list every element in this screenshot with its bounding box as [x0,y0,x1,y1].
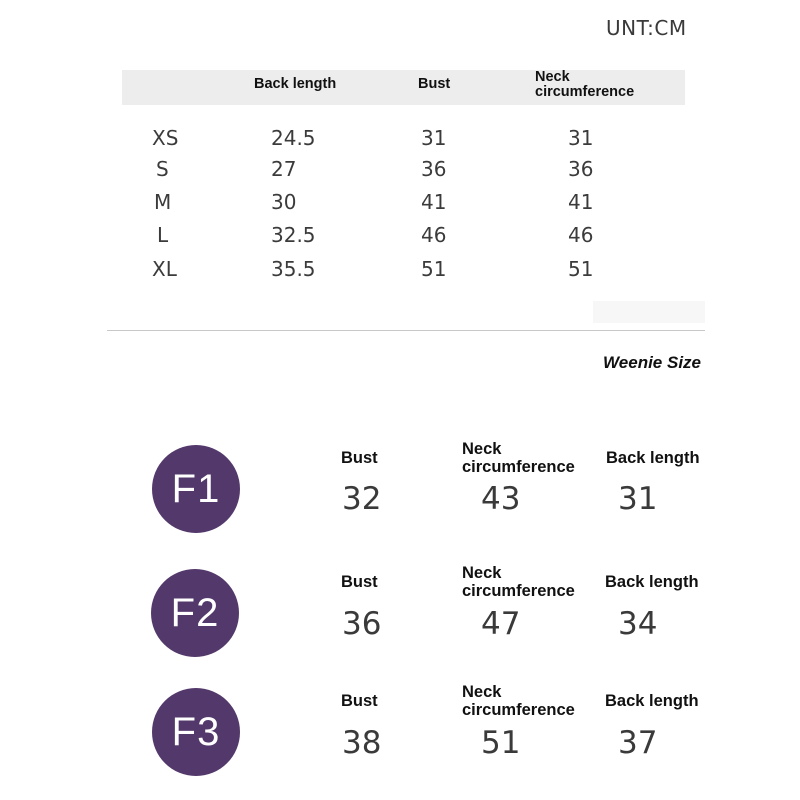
row-bust: 51 [421,257,447,281]
label-back-length: Back length [605,692,699,710]
value-neck: 51 [481,725,521,761]
value-neck: 47 [481,606,521,642]
row-back-length: 24.5 [271,126,316,150]
header-back-length: Back length [254,76,337,92]
label-neck-circumference: Neck circumference [462,564,575,600]
label-bust: Bust [341,573,378,591]
row-size-label: XL [152,257,177,281]
value-back-length: 31 [618,481,658,517]
row-neck: 41 [568,190,594,214]
row-size-label: M [154,190,172,214]
row-back-length: 27 [271,157,297,181]
value-bust: 32 [342,481,382,517]
row-back-length: 35.5 [271,257,316,281]
row-bust: 41 [421,190,447,214]
row-neck: 31 [568,126,594,150]
weenie-size-title: Weenie Size [603,353,701,372]
header-bust: Bust [418,76,451,92]
section-divider [107,330,705,331]
value-bust: 36 [342,606,382,642]
label-bust: Bust [341,449,378,467]
row-neck: 51 [568,257,594,281]
header-neck-circumference: Neck circumference [535,69,635,100]
label-back-length: Back length [605,573,699,591]
row-back-length: 30 [271,190,297,214]
row-neck: 36 [568,157,594,181]
row-bust: 31 [421,126,447,150]
unit-label: UNT:CM [606,16,687,40]
row-size-label: S [156,157,169,181]
decorative-box [593,301,705,323]
size-badge-f1: F1 [152,445,240,533]
label-neck-circumference: Neck circumference [462,440,575,476]
label-neck-circumference: Neck circumference [462,683,575,719]
value-back-length: 34 [618,606,658,642]
value-neck: 43 [481,481,521,517]
row-size-label: L [157,223,169,247]
label-bust: Bust [341,692,378,710]
value-bust: 38 [342,725,382,761]
label-back-length: Back length [606,449,700,467]
size-badge-f3: F3 [152,688,240,776]
row-size-label: XS [152,126,179,150]
size-badge-f2: F2 [151,569,239,657]
row-bust: 36 [421,157,447,181]
row-neck: 46 [568,223,594,247]
row-bust: 46 [421,223,447,247]
row-back-length: 32.5 [271,223,316,247]
value-back-length: 37 [618,725,658,761]
